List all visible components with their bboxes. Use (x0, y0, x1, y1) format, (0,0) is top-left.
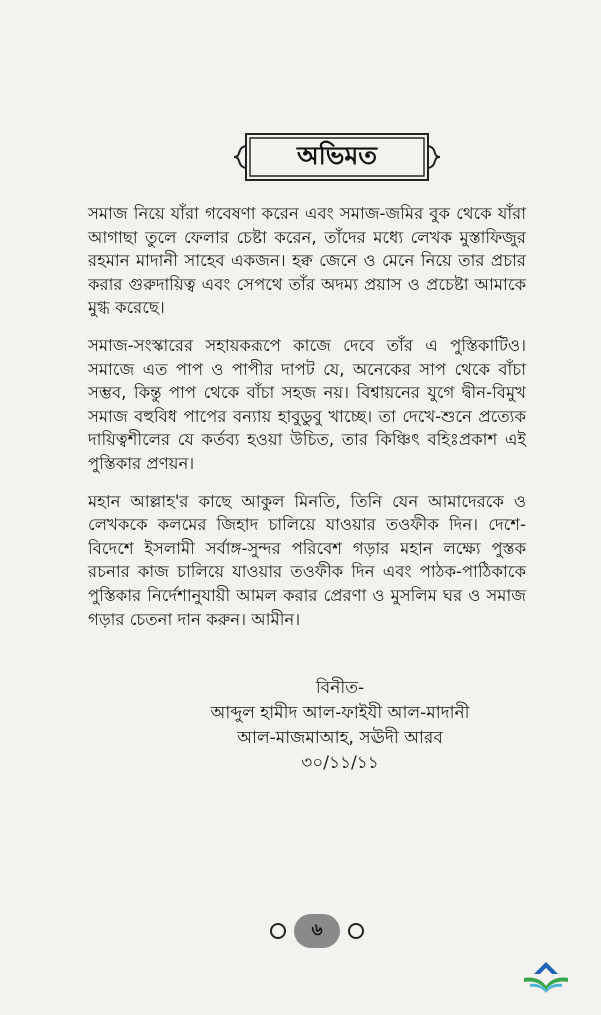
page-heading: অভিমত (296, 140, 378, 170)
publisher-logo-icon (518, 958, 574, 994)
signature-closing: বিনীত- (315, 678, 365, 698)
paragraph-3: মহান আল্লাহ'র কাছে আকুল মিনতি, তিনি যেন আমাদেরকে ও লেখককে কলমের জিহাদ চালিয়ে যাওয়ার তওফীক দিন। দেশে-বিদেশে ইসলামী সর্বাঙ্গ-সুন্দর পরিবেশ গড়ার মহান লক্ষ্যে পুস্তক রচনার কাজ চালিয়ে যাওয়ার তওফীক দিন এবং পাঠক-পাঠিকাকে পুস্তিকার নির্দেশানুযায়ী আমল করার প্রেরণা ও মুসলিম ঘর ও সমাজ গড়ার চেতনা দান করুন। আমীন। (88, 491, 526, 629)
signature-name: আব্দুল হামীদ আল-ফাইযী আল-মাদানী (210, 703, 470, 723)
body-text (88, 202, 526, 645)
circle-ornament-icon (348, 923, 364, 939)
heading-frame (232, 128, 442, 186)
signature-place: আল-মাজমাআহ, সঊদী আরব (237, 728, 443, 748)
circle-ornament-icon (270, 923, 286, 939)
page-number-badge (270, 914, 364, 950)
page-number: ৬ (294, 914, 340, 948)
signature-date: ৩০/১১/১১ (301, 753, 379, 773)
signature-block (150, 676, 530, 776)
paragraph-1: সমাজ নিয়ে যাঁরা গবেষণা করেন এবং সমাজ-জমির বুক থেকে যাঁরা আগাছা তুলে ফেলার চেষ্টা করেন, তাঁদের মধ্যে লেখক মুস্তাফিজুর রহমান মাদানী সাহেব একজন। হক্ব জেনে ও মেনে নিয়ে তার প্রচার করার গুরুদায়িত্ব এবং সেপথে তাঁর অদম্য প্রয়াস ও প্রচেষ্টা আমাকে মুগ্ধ করেছে। (88, 204, 526, 318)
paragraph-2: সমাজ-সংস্কারের সহায়করূপে কাজে দেবে তাঁর এ পুস্তিকাটিও। সমাজে এত পাপ ও পাপীর দাপট যে, অনেকের সাপ থেকে বাঁচা সম্ভব, কিন্তু পাপ থেকে বাঁচা সহজ নয়। বিশ্বায়নের যুগে দ্বীন-বিমুখ সমাজ বহুবিধ পাপের বন্যায় হাবুডুবু খাচ্ছে। তা দেখে-শুনে প্রত্যেক দায়িত্বশীলের যে কর্তব্য হওয়া উচিত, তার কিঞ্চিৎ বহিঃপ্রকাশ এই পুস্তিকার প্রণয়ন। (88, 335, 526, 473)
